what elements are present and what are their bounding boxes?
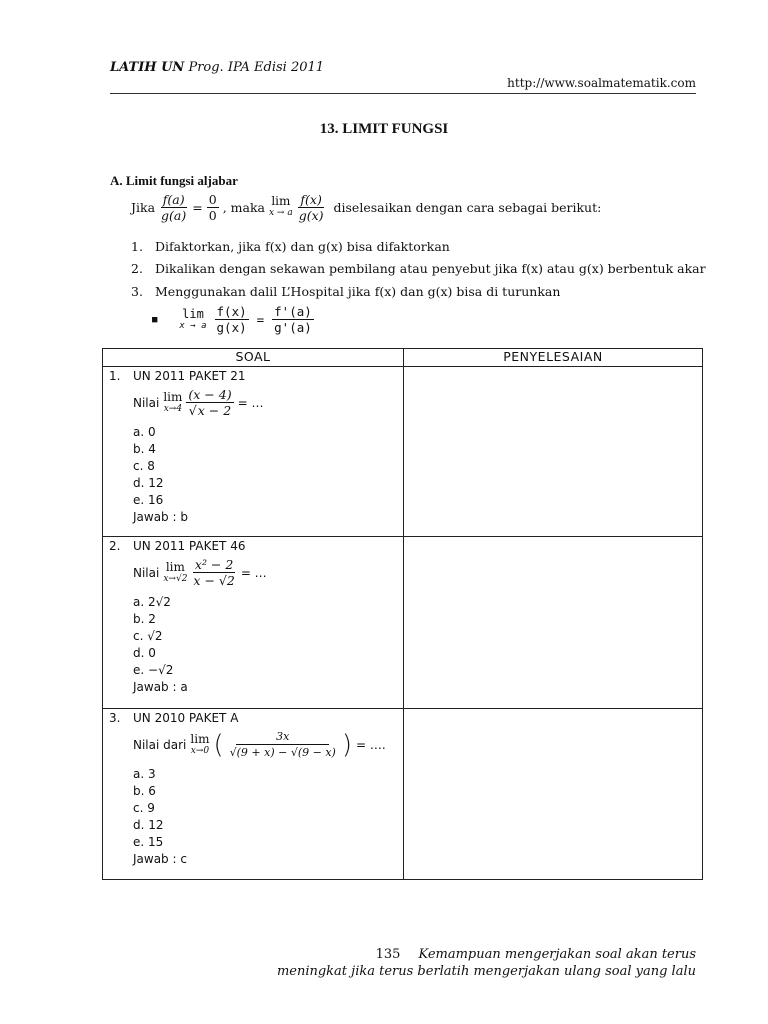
formula-right-fraction bbox=[272, 304, 314, 335]
question-source: UN 2010 PAKET A bbox=[133, 711, 239, 725]
question-expression bbox=[133, 557, 403, 588]
question-number: 3. bbox=[109, 711, 121, 725]
question-denominator: √x − 2 bbox=[188, 403, 232, 418]
question-number: 2. bbox=[109, 539, 121, 553]
fx-gx-fraction bbox=[297, 192, 326, 223]
answer-option: e. 15 bbox=[133, 835, 164, 849]
header-divider bbox=[110, 93, 696, 94]
header-edition: Prog. IPA Edisi 2011 bbox=[184, 60, 325, 75]
maka-text: , maka bbox=[222, 199, 265, 215]
question-source: UN 2011 PAKET 46 bbox=[133, 539, 246, 553]
problem-table bbox=[102, 348, 703, 880]
question-limit: lim x→0 bbox=[190, 731, 210, 756]
table-row bbox=[103, 537, 703, 709]
question-fraction bbox=[191, 557, 236, 588]
footer-motto-1: Kemampuan mengerjakan soal akan terus bbox=[418, 947, 696, 962]
list-item bbox=[131, 235, 706, 258]
question-cell bbox=[103, 709, 404, 880]
footer-motto-2: meningkat jika terus berlatih mengerjakan ulang soal yang lalu bbox=[276, 964, 696, 979]
solution-cell[interactable] bbox=[404, 537, 703, 709]
zero-numerator: 0 bbox=[208, 191, 217, 207]
answer-option: a. 3 bbox=[133, 767, 156, 781]
formula-right-num: f'(a) bbox=[274, 304, 312, 319]
answer-option: e. 16 bbox=[133, 493, 164, 507]
step-text: Difaktorkan, jika f(x) dan g(x) bisa difaktorkan bbox=[155, 238, 450, 254]
question-denominator: √(9 + x) − √(9 − x) bbox=[229, 746, 336, 759]
step-number: 3. bbox=[131, 283, 143, 299]
formula-lim-label: lim bbox=[182, 306, 204, 321]
denominator-tail: − 2 bbox=[204, 403, 232, 418]
lhospital-formula bbox=[152, 304, 314, 335]
answer-option: c. √2 bbox=[133, 629, 163, 643]
formula-right-den: g'(a) bbox=[274, 320, 312, 335]
table-row bbox=[103, 367, 703, 537]
answer-option: d. 0 bbox=[133, 646, 156, 660]
header-brand: LATIH UN bbox=[110, 60, 185, 75]
answer-option: b. 4 bbox=[133, 442, 156, 456]
solution-cell[interactable] bbox=[404, 709, 703, 880]
intro-suffix: diselesaikan dengan cara sebagai berikut: bbox=[333, 199, 602, 215]
question-number: 1. bbox=[109, 369, 121, 383]
cond-numerator: f(a) bbox=[162, 191, 185, 207]
footer-line-1 bbox=[376, 947, 696, 962]
answer-option: e. −√2 bbox=[133, 663, 174, 677]
header-url[interactable]: http://www.soalmatematik.com bbox=[507, 76, 696, 90]
step-text: Menggunakan dalil L’Hospital jika f(x) dan g(x) bisa di turunkan bbox=[155, 283, 561, 299]
question-lim-sub: x→4 bbox=[163, 403, 183, 414]
lim-subscript: x → a bbox=[268, 208, 293, 218]
question-prompt: Nilai bbox=[133, 565, 160, 580]
answer-option: a. 0 bbox=[133, 425, 156, 439]
list-item bbox=[131, 258, 706, 281]
col-header-penyelesaian: PENYELESAIAN bbox=[404, 349, 703, 367]
list-item bbox=[131, 280, 706, 303]
question-tail: = … bbox=[240, 565, 267, 580]
page-title: 13. LIMIT FUNGSI bbox=[319, 121, 449, 137]
answer-option: a. 2√2 bbox=[133, 595, 171, 609]
root-radicand: x bbox=[197, 403, 205, 418]
formula-left-num: f(x) bbox=[216, 304, 247, 319]
formula-equals: = bbox=[256, 312, 265, 327]
formula-left-fraction bbox=[215, 304, 249, 335]
bullet-icon: ■ bbox=[152, 314, 158, 325]
section-heading: A. Limit fungsi aljabar bbox=[110, 173, 238, 188]
question-lim-sub: x→0 bbox=[190, 745, 210, 756]
answer-key: Jawab : a bbox=[133, 680, 188, 694]
zero-fraction bbox=[207, 192, 219, 223]
answer-option: d. 12 bbox=[133, 476, 164, 490]
zero-denominator: 0 bbox=[208, 207, 217, 223]
answer-option: c. 8 bbox=[133, 459, 155, 473]
equals-sign: = bbox=[192, 199, 203, 215]
intro-prefix: Jika bbox=[131, 199, 156, 215]
question-tail: = …. bbox=[355, 737, 386, 752]
method-steps bbox=[131, 235, 706, 303]
step-text: Dikalikan dengan sekawan pembilang atau penyebut jika f(x) atau g(x) berbentuk akar bbox=[155, 261, 706, 277]
formula-lim-sub: x → a bbox=[179, 320, 207, 331]
question-cell bbox=[103, 537, 404, 709]
question-prompt: Nilai bbox=[133, 395, 160, 410]
header-title bbox=[110, 60, 324, 75]
question-numerator: x² − 2 bbox=[194, 557, 234, 572]
fx-numerator: f(x) bbox=[300, 191, 322, 207]
col-header-soal: SOAL bbox=[103, 349, 404, 367]
question-prompt: Nilai dari bbox=[133, 737, 187, 752]
question-expression bbox=[133, 387, 403, 418]
answer-option: c. 9 bbox=[133, 801, 155, 815]
question-source: UN 2011 PAKET 21 bbox=[133, 369, 246, 383]
question-limit: lim x→4 bbox=[163, 389, 183, 414]
solution-cell[interactable] bbox=[404, 367, 703, 537]
table-header-row bbox=[103, 349, 703, 367]
question-fraction bbox=[186, 387, 233, 418]
gx-denominator: g(x) bbox=[298, 207, 324, 223]
lim-label: lim bbox=[271, 194, 291, 208]
answer-key: Jawab : b bbox=[133, 510, 188, 524]
question-tail: = … bbox=[237, 395, 264, 410]
table-row bbox=[103, 709, 703, 880]
question-fraction bbox=[228, 729, 338, 760]
step-number: 1. bbox=[131, 238, 143, 254]
cond-denominator: g(a) bbox=[161, 207, 187, 223]
formula-limit bbox=[179, 308, 206, 332]
condition-fraction bbox=[159, 192, 188, 223]
limit-operator bbox=[269, 195, 293, 219]
answer-option: b. 6 bbox=[133, 784, 156, 798]
question-numerator: 3x bbox=[236, 729, 329, 745]
answer-option: b. 2 bbox=[133, 612, 156, 626]
question-cell bbox=[103, 367, 404, 537]
intro-line bbox=[131, 190, 601, 224]
answer-option: d. 12 bbox=[133, 818, 164, 832]
question-limit: lim x→√2 bbox=[163, 559, 188, 584]
formula-left-den: g(x) bbox=[216, 320, 247, 335]
answer-key: Jawab : c bbox=[133, 852, 187, 866]
question-numerator: (x − 4) bbox=[188, 387, 232, 402]
question-lim-sub: x→√2 bbox=[163, 573, 188, 584]
question-denominator: x − √2 bbox=[193, 573, 235, 588]
step-number: 2. bbox=[131, 261, 143, 277]
page-number: 135 bbox=[375, 947, 401, 962]
question-expression: Nilai dari lim x→0 ( $\frac{3x}{√(9 + x) - √(9 - x)}$ ) = …. bbox=[133, 729, 386, 760]
